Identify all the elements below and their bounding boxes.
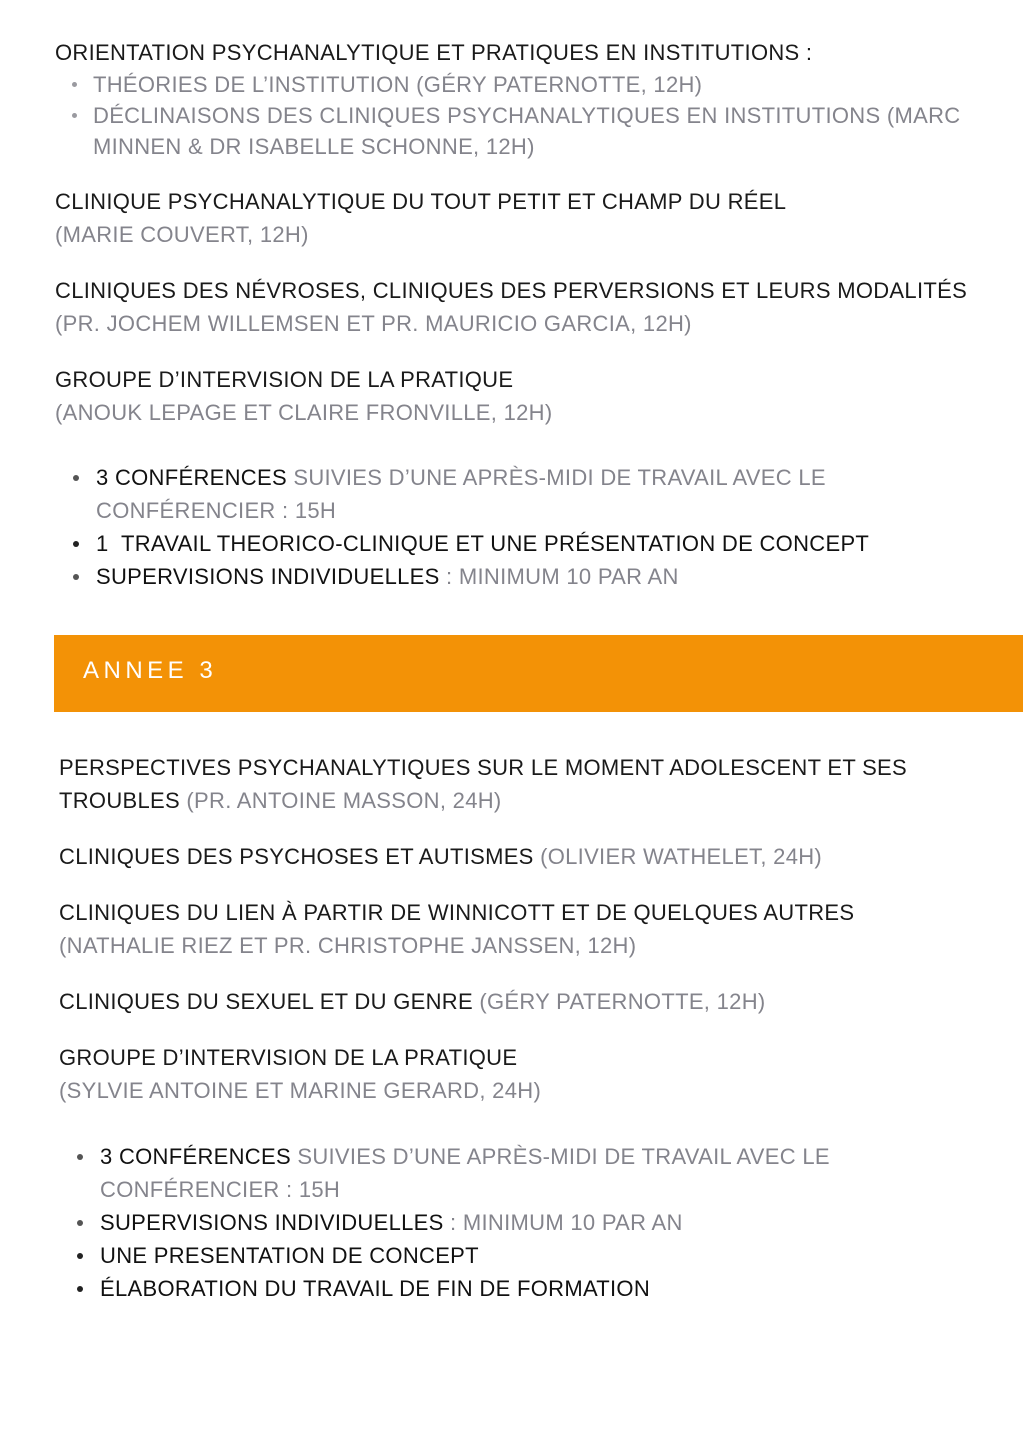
course-line — [59, 751, 1003, 817]
course-block — [59, 751, 1003, 817]
bullet-strong: SUPERVISIONS INDIVIDUELLES — [100, 1210, 444, 1235]
list-item — [71, 560, 1003, 593]
bullet-strong: ÉLABORATION DU TRAVAIL DE FIN DE FORMATION — [100, 1276, 651, 1301]
list-item: DÉCLINAISONS DES CLINIQUES PSYCHANALYTIQUES EN INSTITUTIONS (MARC MINNEN & DR ISABELLE SCHONNE, 12H) — [69, 100, 1003, 162]
list-item — [75, 1206, 1003, 1239]
course-detail: (NATHALIE RIEZ ET PR. CHRISTOPHE JANSSEN, 12H) — [59, 933, 637, 958]
orientation-block — [55, 36, 1003, 162]
course-line — [59, 840, 1003, 873]
bullet-rest: : MINIMUM 10 PAR AN — [439, 564, 679, 589]
list-item — [71, 527, 1003, 560]
bullet-strong: UNE PRESENTATION DE CONCEPT — [100, 1243, 479, 1268]
course-detail: (ANOUK LEPAGE ET CLAIRE FRONVILLE, 12H) — [55, 400, 553, 425]
course-title: GROUPE D’INTERVISION DE LA PRATIQUE — [55, 367, 514, 392]
course-title: CLINIQUES DU SEXUEL ET DU GENRE — [59, 989, 473, 1014]
bullet-rest: SUIVIES D’UNE APRÈS-MIDI DE TRAVAIL AVEC LE CONFÉRENCIER : 15H — [100, 1144, 830, 1202]
year3-section — [59, 751, 1003, 1305]
bullet-rest: SUIVIES D’UNE APRÈS-MIDI DE TRAVAIL AVEC LE CONFÉRENCIER : 15H — [96, 465, 826, 523]
bullet-strong: 3 CONFÉRENCES — [96, 465, 287, 490]
bullet-strong: 3 CONFÉRENCES — [100, 1144, 291, 1169]
bullet-strong: SUPERVISIONS INDIVIDUELLES — [96, 564, 440, 589]
course-title: GROUPE D’INTERVISION DE LA PRATIQUE — [59, 1045, 518, 1070]
orientation-list — [55, 69, 1003, 162]
course-title: CLINIQUES DES NÉVROSES, CLINIQUES DES PERVERSIONS ET LEURS MODALITÉS — [55, 278, 968, 303]
course-detail: (MARIE COUVERT, 12H) — [55, 222, 309, 247]
list-item — [75, 1239, 1003, 1272]
course-detail: (SYLVIE ANTOINE ET MARINE GERARD, 24H) — [59, 1078, 542, 1103]
course-block — [59, 985, 1003, 1018]
course-line — [59, 985, 1003, 1018]
banner-title: ANNEE 3 — [83, 657, 218, 684]
course-block — [55, 274, 1003, 340]
course-title: PERSPECTIVES PSYCHANALYTIQUES SUR LE MOMENT ADOLESCENT ET SES TROUBLES — [59, 755, 908, 813]
year2-bullet-list — [55, 461, 1003, 593]
year3-banner — [54, 635, 1023, 712]
course-title: CLINIQUE PSYCHANALYTIQUE DU TOUT PETIT ET CHAMP DU RÉEL — [55, 189, 787, 214]
year2-section — [55, 36, 1003, 593]
course-detail: (OLIVIER WATHELET, 24H) — [540, 844, 823, 869]
course-detail: (PR. JOCHEM WILLEMSEN ET PR. MAURICIO GARCIA, 12H) — [55, 311, 692, 336]
course-title: CLINIQUES DES PSYCHOSES ET AUTISMES — [59, 844, 534, 869]
course-block — [59, 896, 1003, 962]
course-block — [55, 363, 1003, 429]
course-detail: (PR. ANTOINE MASSON, 24H) — [186, 788, 502, 813]
bullet-strong: 1 TRAVAIL THEORICO-CLINIQUE ET UNE PRÉSENTATION DE CONCEPT — [96, 531, 870, 556]
course-title: CLINIQUES DU LIEN À PARTIR DE WINNICOTT ET DE QUELQUES AUTRES — [59, 900, 855, 925]
course-block — [55, 185, 1003, 251]
course-block — [59, 1041, 1003, 1107]
list-item: THÉORIES DE L’INSTITUTION (GÉRY PATERNOTTE, 12H) — [69, 69, 1003, 100]
list-item — [71, 461, 1003, 527]
year3-bullet-list — [59, 1140, 1003, 1305]
list-item — [75, 1140, 1003, 1206]
bullet-rest: : MINIMUM 10 PAR AN — [443, 1210, 683, 1235]
list-item — [75, 1272, 1003, 1305]
course-block — [59, 840, 1003, 873]
orientation-title: ORIENTATION PSYCHANALYTIQUE ET PRATIQUES EN INSTITUTIONS : — [55, 40, 813, 65]
course-detail: (GÉRY PATERNOTTE, 12H) — [479, 989, 766, 1014]
course-line — [55, 274, 1003, 340]
